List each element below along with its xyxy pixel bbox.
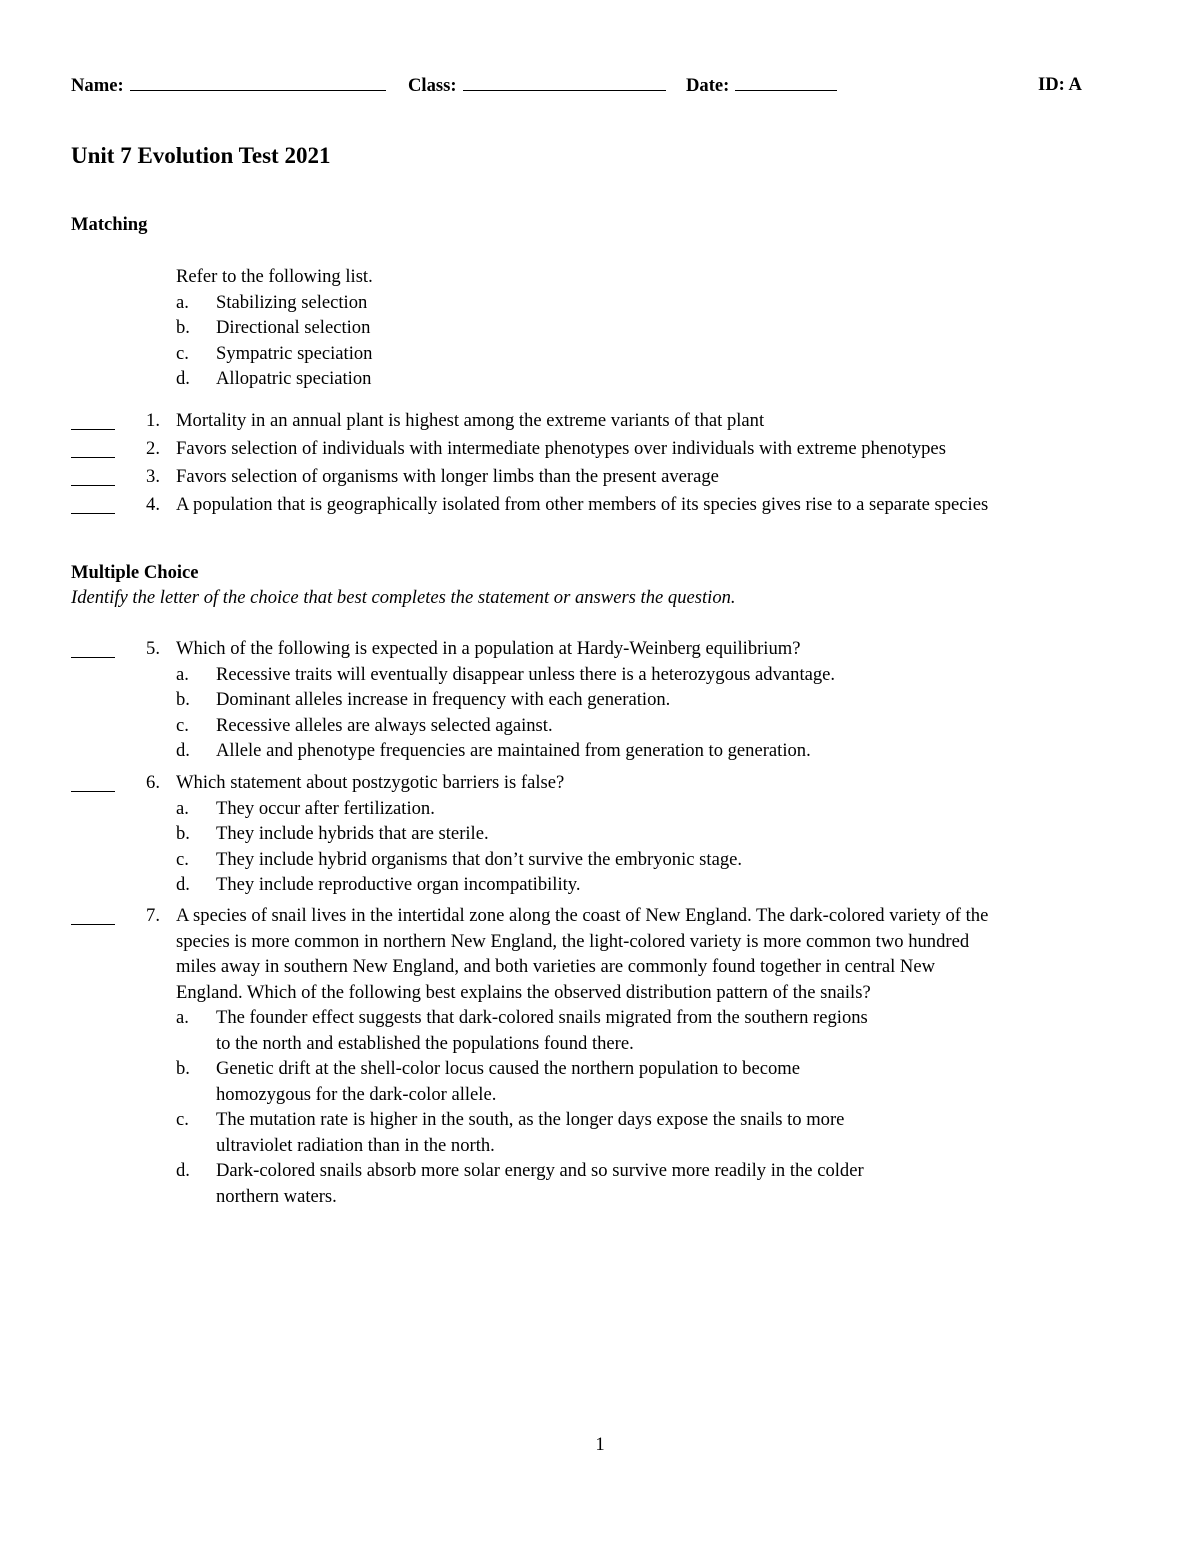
answer-option: Dark-colored snails absorb more solar energy and so survive more readily in the colder	[216, 1160, 864, 1181]
name-field	[71, 74, 386, 97]
date-label: Date:	[686, 75, 730, 96]
answer-option: They include reproductive organ incompatibility.	[216, 874, 581, 895]
date-blank[interactable]	[735, 74, 837, 91]
question-stem: species is more common in northern New England, the light-colored variety is more common two hundred	[176, 930, 970, 952]
option-letter: b.	[176, 1058, 190, 1079]
answer-option: Recessive traits will eventually disappear unless there is a heterozygous advantage.	[216, 663, 836, 685]
option-letter: b.	[176, 823, 190, 844]
matching-item: Mortality in an annual plant is highest among the extreme variants of that plant	[176, 410, 765, 431]
option-letter: a.	[176, 1007, 189, 1028]
question-number: 2.	[146, 438, 160, 459]
page-title: Unit 7 Evolution Test 2021	[71, 143, 331, 168]
test-id: ID: A	[1038, 74, 1082, 95]
option-letter: a.	[176, 797, 189, 819]
page-number: 1	[595, 1434, 605, 1455]
answer-option: Genetic drift at the shell-color locus caused the northern population to become	[216, 1058, 800, 1079]
question-stem: Which of the following is expected in a population at Hardy-Weinberg equilibrium?	[176, 638, 801, 659]
answer-option: They occur after fertilization.	[216, 797, 435, 819]
matching-item: Favors selection of individuals with intermediate phenotypes over individuals with extreme phenotypes	[176, 438, 946, 459]
question-number: 4.	[146, 494, 160, 515]
list-letter: d.	[176, 368, 190, 389]
answer-option: They include hybrids that are sterile.	[216, 823, 489, 844]
matching-intro: Refer to the following list.	[176, 266, 373, 287]
answer-option: They include hybrid organisms that don’t survive the embryonic stage.	[216, 848, 743, 870]
question-stem: Which statement about postzygotic barriers is false?	[176, 772, 565, 793]
multiple-choice-instructions: Identify the letter of the choice that best completes the statement or answers the question.	[71, 587, 736, 608]
answer-option: ultraviolet radiation than in the north.	[216, 1134, 495, 1156]
answer-option: The mutation rate is higher in the south, as the longer days expose the snails to more	[216, 1109, 845, 1130]
answer-option: northern waters.	[216, 1185, 337, 1207]
option-letter: b.	[176, 689, 190, 710]
option-letter: c.	[176, 1109, 189, 1130]
list-option: Sympatric speciation	[216, 342, 373, 364]
question-number: 7.	[146, 905, 160, 926]
matching-item: A population that is geographically isolated from other members of its species gives rise to a separate species	[176, 494, 989, 515]
option-letter: c.	[176, 848, 189, 870]
class-label: Class:	[408, 75, 457, 96]
list-letter: a.	[176, 291, 189, 313]
question-stem: A species of snail lives in the intertidal zone along the coast of New England. The dark-colored variety of the	[176, 905, 989, 926]
option-letter: d.	[176, 1160, 190, 1181]
question-stem: miles away in southern New England, and both varieties are commonly found together in central New	[176, 956, 936, 977]
option-letter: d.	[176, 874, 190, 895]
list-option: Stabilizing selection	[216, 291, 368, 313]
option-letter: a.	[176, 663, 189, 685]
name-blank[interactable]	[130, 74, 386, 91]
answer-option: Recessive alleles are always selected against.	[216, 714, 553, 736]
multiple-choice-heading: Multiple Choice	[71, 562, 199, 583]
answer-option: Allele and phenotype frequencies are maintained from generation to generation.	[216, 740, 811, 761]
class-blank[interactable]	[463, 74, 666, 91]
question-number: 1.	[146, 410, 160, 431]
question-number: 5.	[146, 638, 160, 659]
list-option: Directional selection	[216, 317, 371, 338]
list-option: Allopatric speciation	[216, 368, 372, 389]
question-number: 3.	[146, 466, 160, 487]
question-stem: England. Which of the following best explains the observed distribution pattern of the snails?	[176, 981, 871, 1003]
list-letter: b.	[176, 317, 190, 338]
question-number: 6.	[146, 772, 160, 793]
class-field	[408, 74, 666, 97]
answer-option: The founder effect suggests that dark-colored snails migrated from the southern regions	[216, 1007, 868, 1028]
option-letter: c.	[176, 714, 189, 736]
option-letter: d.	[176, 740, 190, 761]
date-field	[686, 74, 837, 97]
list-letter: c.	[176, 342, 189, 364]
answer-option: to the north and established the populations found there.	[216, 1032, 634, 1054]
matching-item: Favors selection of organisms with longer limbs than the present average	[176, 466, 719, 487]
answer-option: homozygous for the dark-color allele.	[216, 1083, 497, 1105]
name-label: Name:	[71, 75, 124, 96]
matching-heading: Matching	[71, 214, 148, 235]
answer-option: Dominant alleles increase in frequency with each generation.	[216, 689, 671, 710]
